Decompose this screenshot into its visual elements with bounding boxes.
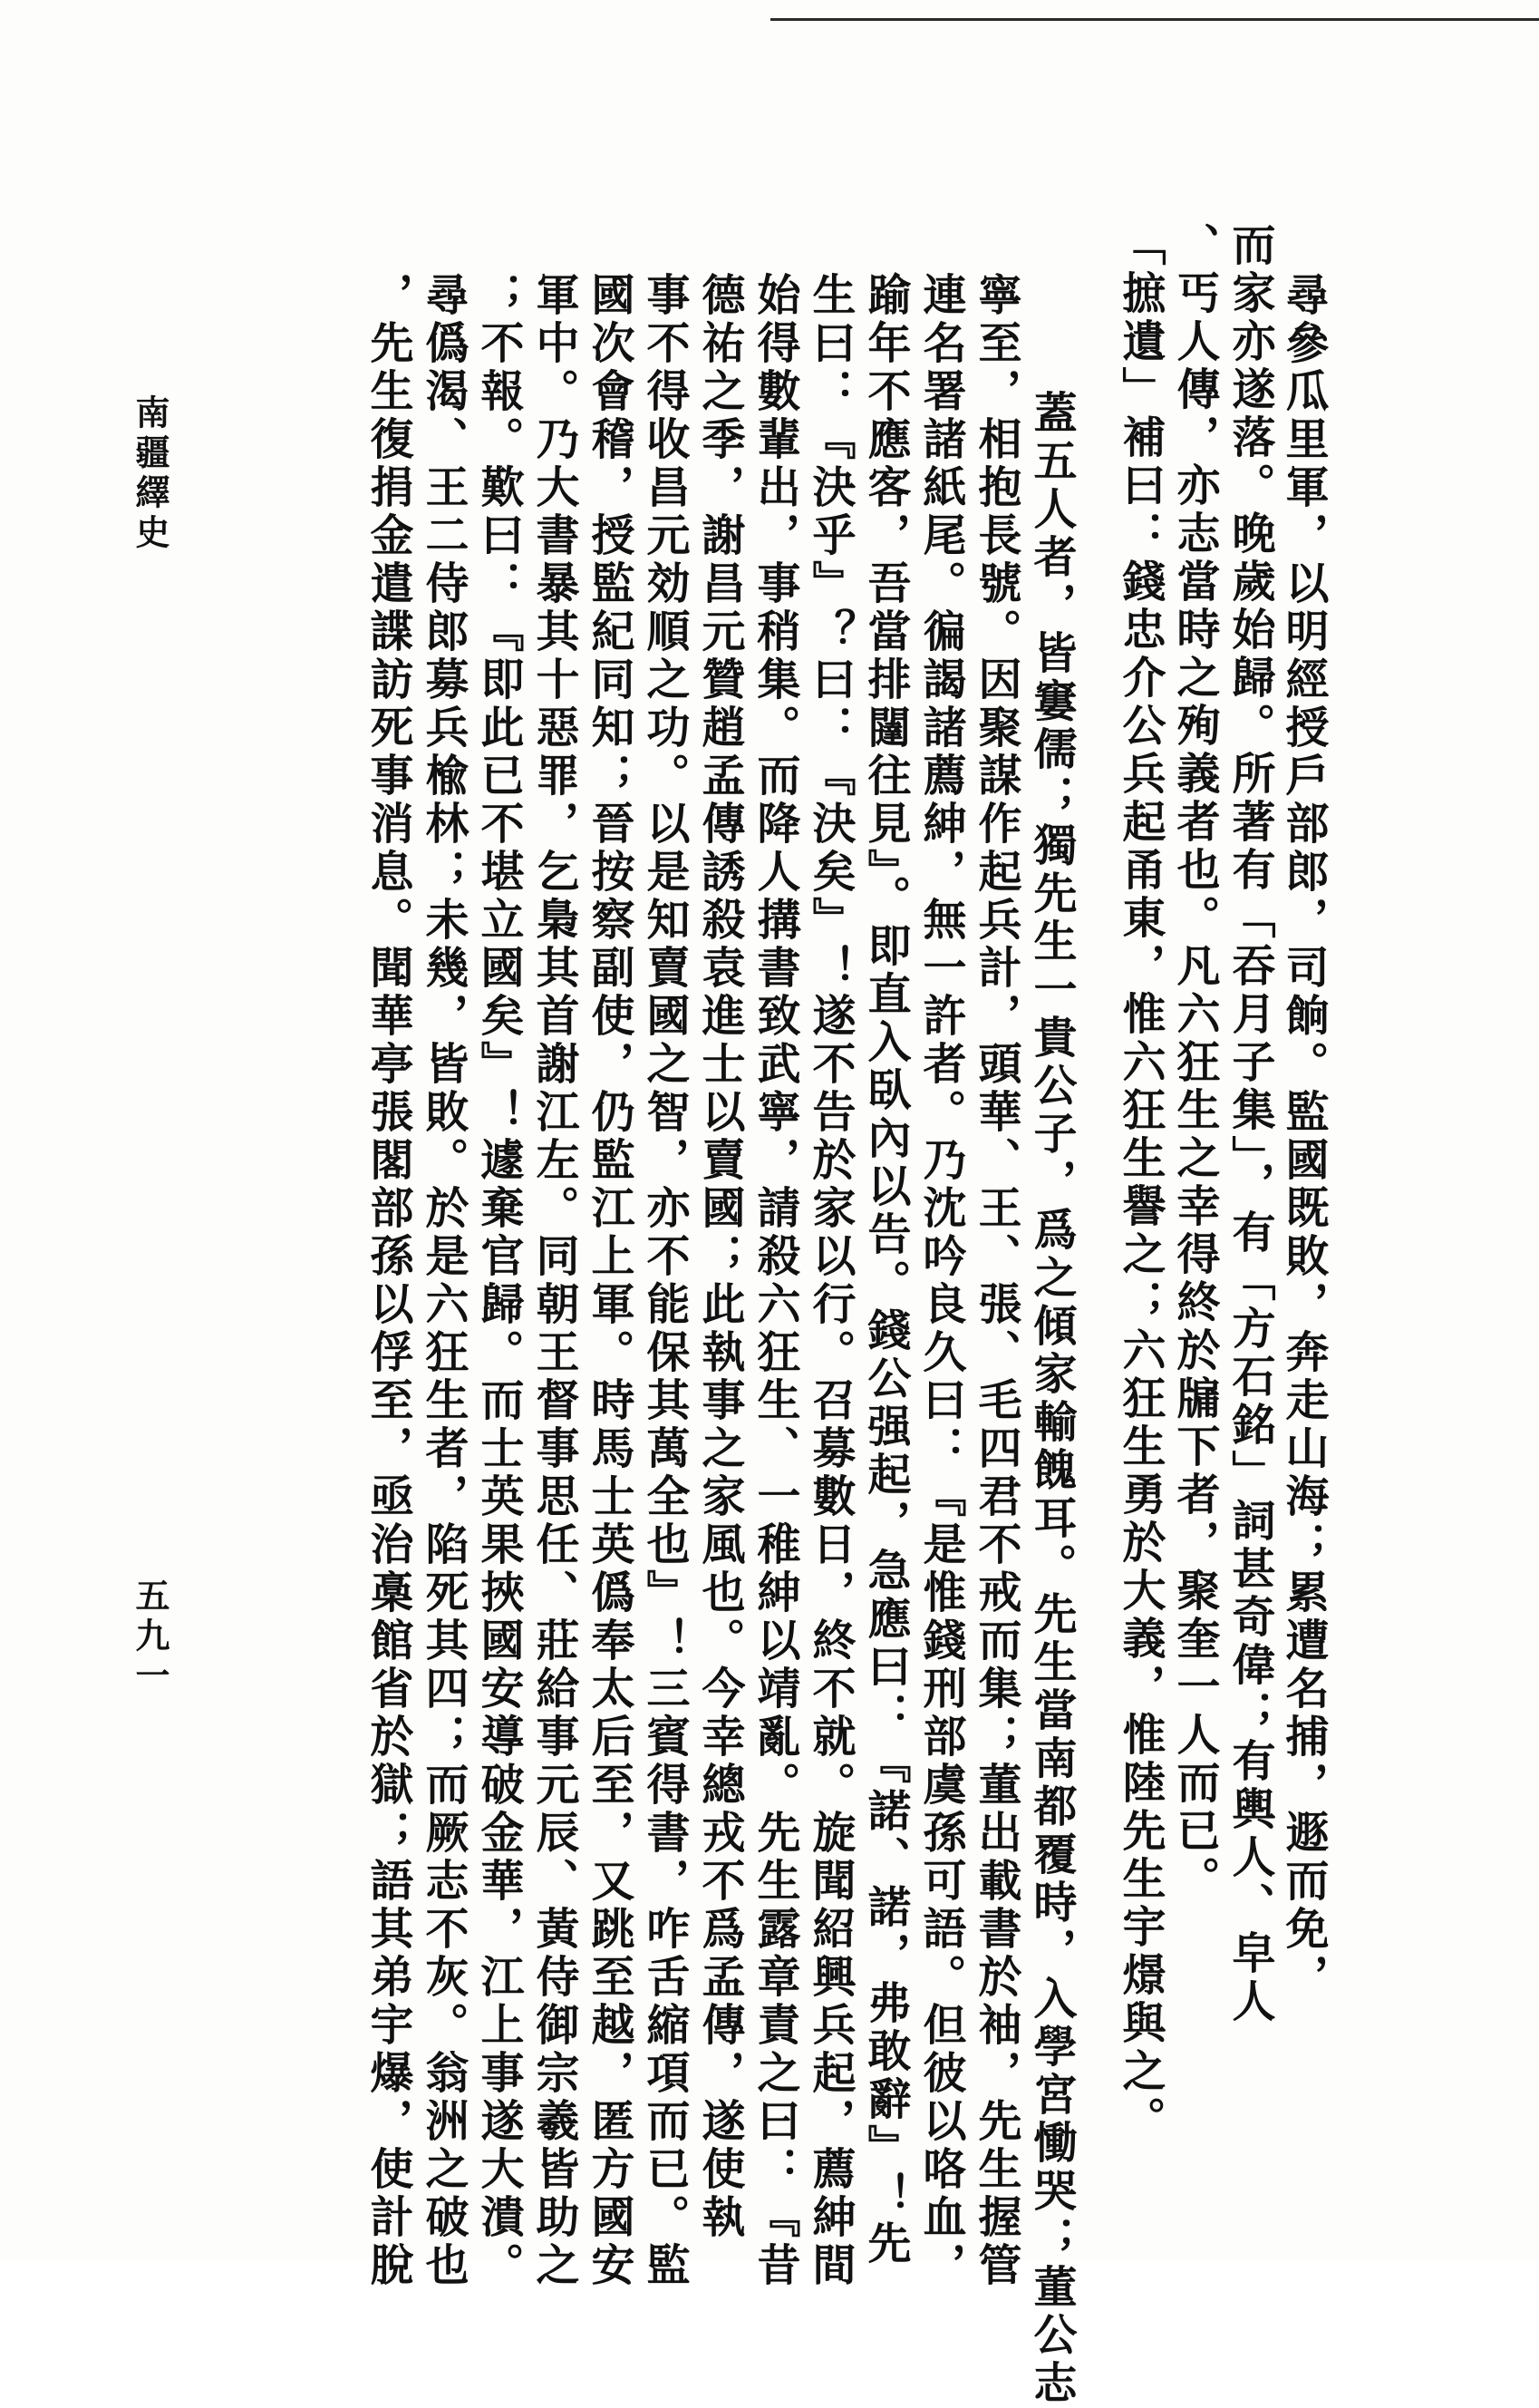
text-column-6: 寧至，相抱長號。因聚謀作起兵計，頭華、王、張、毛四君不戒而集；董出載書於袖，先生握管 xyxy=(971,272,1021,2290)
text-column-14: 軍中。乃大書暴其十惡罪，乞梟其首謝江左。同朝王督事思任、莊給事元辰、黃侍御宗羲皆助之 xyxy=(528,272,579,2290)
text-column-16: 尋僞渴、王二侍郎募兵楡林；未幾，皆敗。於是六狂生者，陷死其四；而厥志不灰。翁洲之破也 xyxy=(418,272,469,2290)
text-column-13: 國次會稽，授監紀同知；晉按察副使，仍監江上軍。時馬士英僞奉太后至，又跳至越，匿方國安 xyxy=(584,272,634,2290)
text-column-10: 始得數輩出，事稍集。而降人搆書致武寧，請殺六狂生、一稚紳以靖亂。先生露章責之曰：『昔 xyxy=(750,272,800,2290)
text-column-1: 尋參瓜里軍，以明經授戶部郎，司餉。監國既敗，奔走山海；累遭名捕，遯而免， xyxy=(1278,272,1329,2002)
text-column-11: 德祐之季，謝昌元贊趙孟傳誘殺袁進士以賣國；此執事之家風也。今幸總戎不爲孟傳，遂使執 xyxy=(694,272,745,2242)
top-rule xyxy=(770,18,1539,21)
text-column-2: 而家亦遂落。晚歲始歸。所著有「吞月子集」，有「方石銘」詞甚奇偉；有輿人、皁人 xyxy=(1224,222,1275,2026)
text-column-7: 連名署諸紙尾。徧謁諸薦紳，無一許者。乃沈吟良久曰：『是惟錢刑部虞孫可語。但彼以咯血， xyxy=(915,272,966,2290)
text-column-3: 、丐人傳，亦志當時之殉義者也。凡六狂生之幸得終於牖下者，聚奎一人而已。 xyxy=(1169,222,1220,1904)
text-column-12: 事不得收昌元効順之功。以是知賣國之智，亦不能保其萬全也』！三賓得書，咋舌縮項而已。監 xyxy=(639,272,690,2290)
text-column-17: ，先生復捐金遣諜訪死事消息。聞華亭張閣部孫以俘至，亟治槀館省於獄；語其弟宇爆，使計脫 xyxy=(363,272,413,2290)
text-column-4: 「摭遺」補曰：錢忠介公兵起甬東，惟六狂生譽之；六狂生勇於大義，惟陸先生宇燝與之。 xyxy=(1115,222,1166,2144)
text-column-5: 蓋五人者，皆窶儒；獨先生一貴公子，爲之傾家輸餽耳。先生當南都覆時，入學宮慟哭；董公志 xyxy=(1026,390,1077,2408)
page-number: 五九一 xyxy=(130,1578,170,1697)
text-column-15: ；不報。歎曰：『即此已不堪立國矣』！遽棄官歸。而士英果挾國安導破金華，江上事遂大潰。 xyxy=(473,272,524,2290)
text-column-9: 生曰：『決乎』？曰：『決矣』！遂不告於家以行。召募數日，終不就。旋聞紹興兵起，薦紳間 xyxy=(805,272,856,2290)
book-title: 南疆繹史 xyxy=(130,394,170,554)
text-column-8: 踰年不應客，吾當排闥往見』。即直入臥內以告。錢公强起，急應曰：『諾、諾，弗敢辭』！先 xyxy=(860,272,911,2268)
